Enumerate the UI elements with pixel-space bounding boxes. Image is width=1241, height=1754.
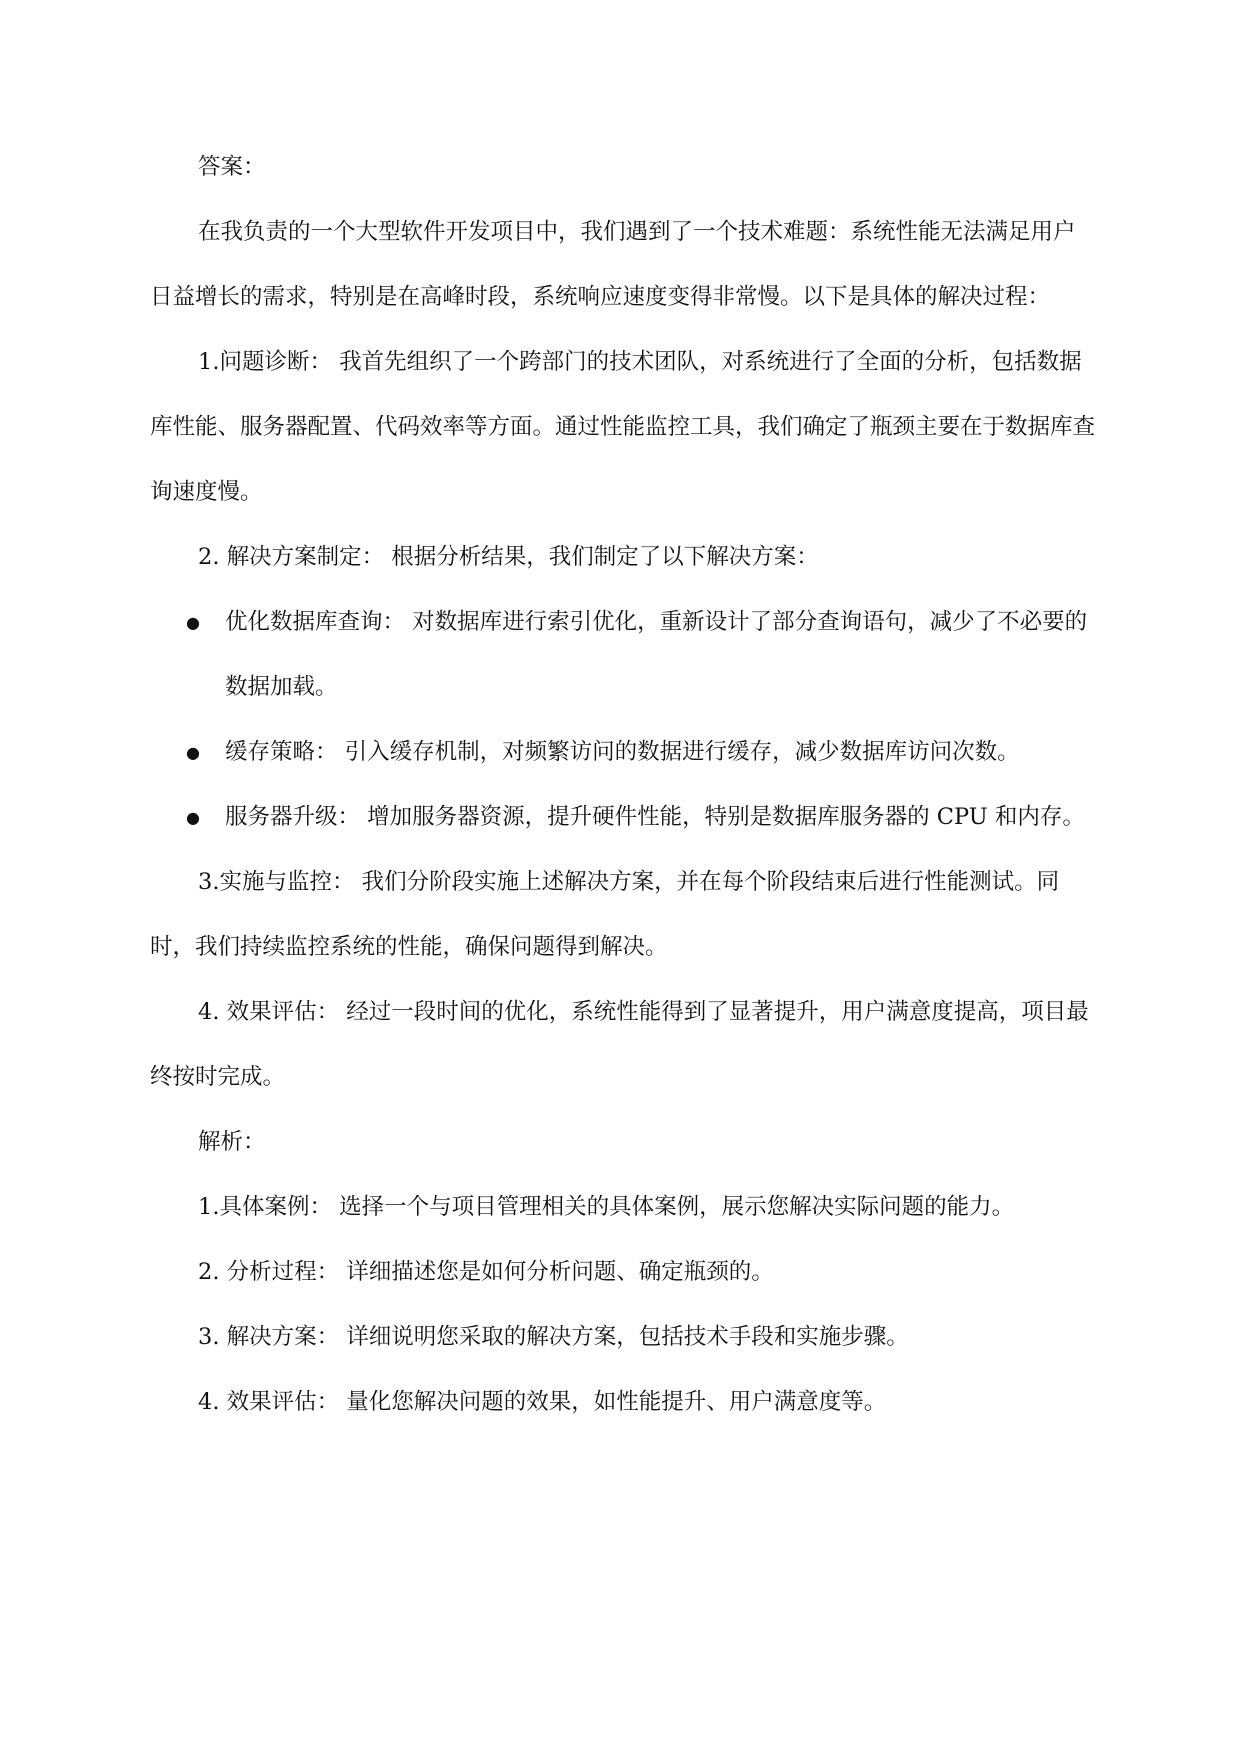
solution-item xyxy=(150,785,1095,850)
bullet-icon: ● xyxy=(186,743,200,762)
analysis-heading: 解析： xyxy=(198,1129,266,1155)
answer-step-3: 3.实施与监控： 我们分阶段实施上述解决方案，并在每个阶段结束后进行性能测试。同时，我们持续监控系统的性能，确保问题得到解决。 xyxy=(150,869,1060,960)
analysis-point: 4. 效果评估： 量化您解决问题的效果，如性能提升、用户满意度等。 xyxy=(198,1389,887,1415)
solution-item xyxy=(150,590,1095,720)
answer-step-4: 4. 效果评估： 经过一段时间的优化，系统性能得到了显著提升，用户满意度提高，项目最终按时完成。 xyxy=(150,999,1089,1090)
bullet-icon: ● xyxy=(186,808,200,827)
answer-intro: 在我负责的一个大型软件开发项目中，我们遇到了一个技术难题：系统性能无法满足用户日益增长的需求，特别是在高峰时段，系统响应速度变得非常慢。以下是具体的解决过程： xyxy=(150,219,1076,310)
answer-step-1: 1.问题诊断： 我首先组织了一个跨部门的技术团队，对系统进行了全面的分析，包括数据库性能、服务器配置、代码效率等方面。通过性能监控工具，我们确定了瓶颈主要在于数据库查询速度慢。 xyxy=(150,349,1096,505)
analysis-point: 2. 分析过程： 详细描述您是如何分析问题、确定瓶颈的。 xyxy=(198,1259,774,1285)
solution-list xyxy=(150,590,1095,850)
bullet-icon: ● xyxy=(186,613,200,632)
answer-step-2: 2. 解决方案制定： 根据分析结果，我们制定了以下解决方案： xyxy=(198,544,819,570)
answer-heading: 答案： xyxy=(198,154,266,180)
solution-item-text: 优化数据库查询： 对数据库进行索引优化，重新设计了部分查询语句，减少了不必要的数据加载。 xyxy=(225,609,1088,700)
analysis-point: 1.具体案例： 选择一个与项目管理相关的具体案例，展示您解决实际问题的能力。 xyxy=(198,1194,1015,1220)
analysis-point: 3. 解决方案： 详细说明您采取的解决方案，包括技术手段和实施步骤。 xyxy=(198,1324,909,1350)
solution-item-text: 缓存策略： 引入缓存机制，对频繁访问的数据进行缓存，减少数据库访问次数。 xyxy=(225,739,1020,765)
solution-item-text: 服务器升级： 增加服务器资源，提升硬件性能，特别是数据库服务器的 CPU 和内存。 xyxy=(225,804,1085,830)
solution-item xyxy=(150,720,1095,785)
document-page xyxy=(150,135,1095,1435)
